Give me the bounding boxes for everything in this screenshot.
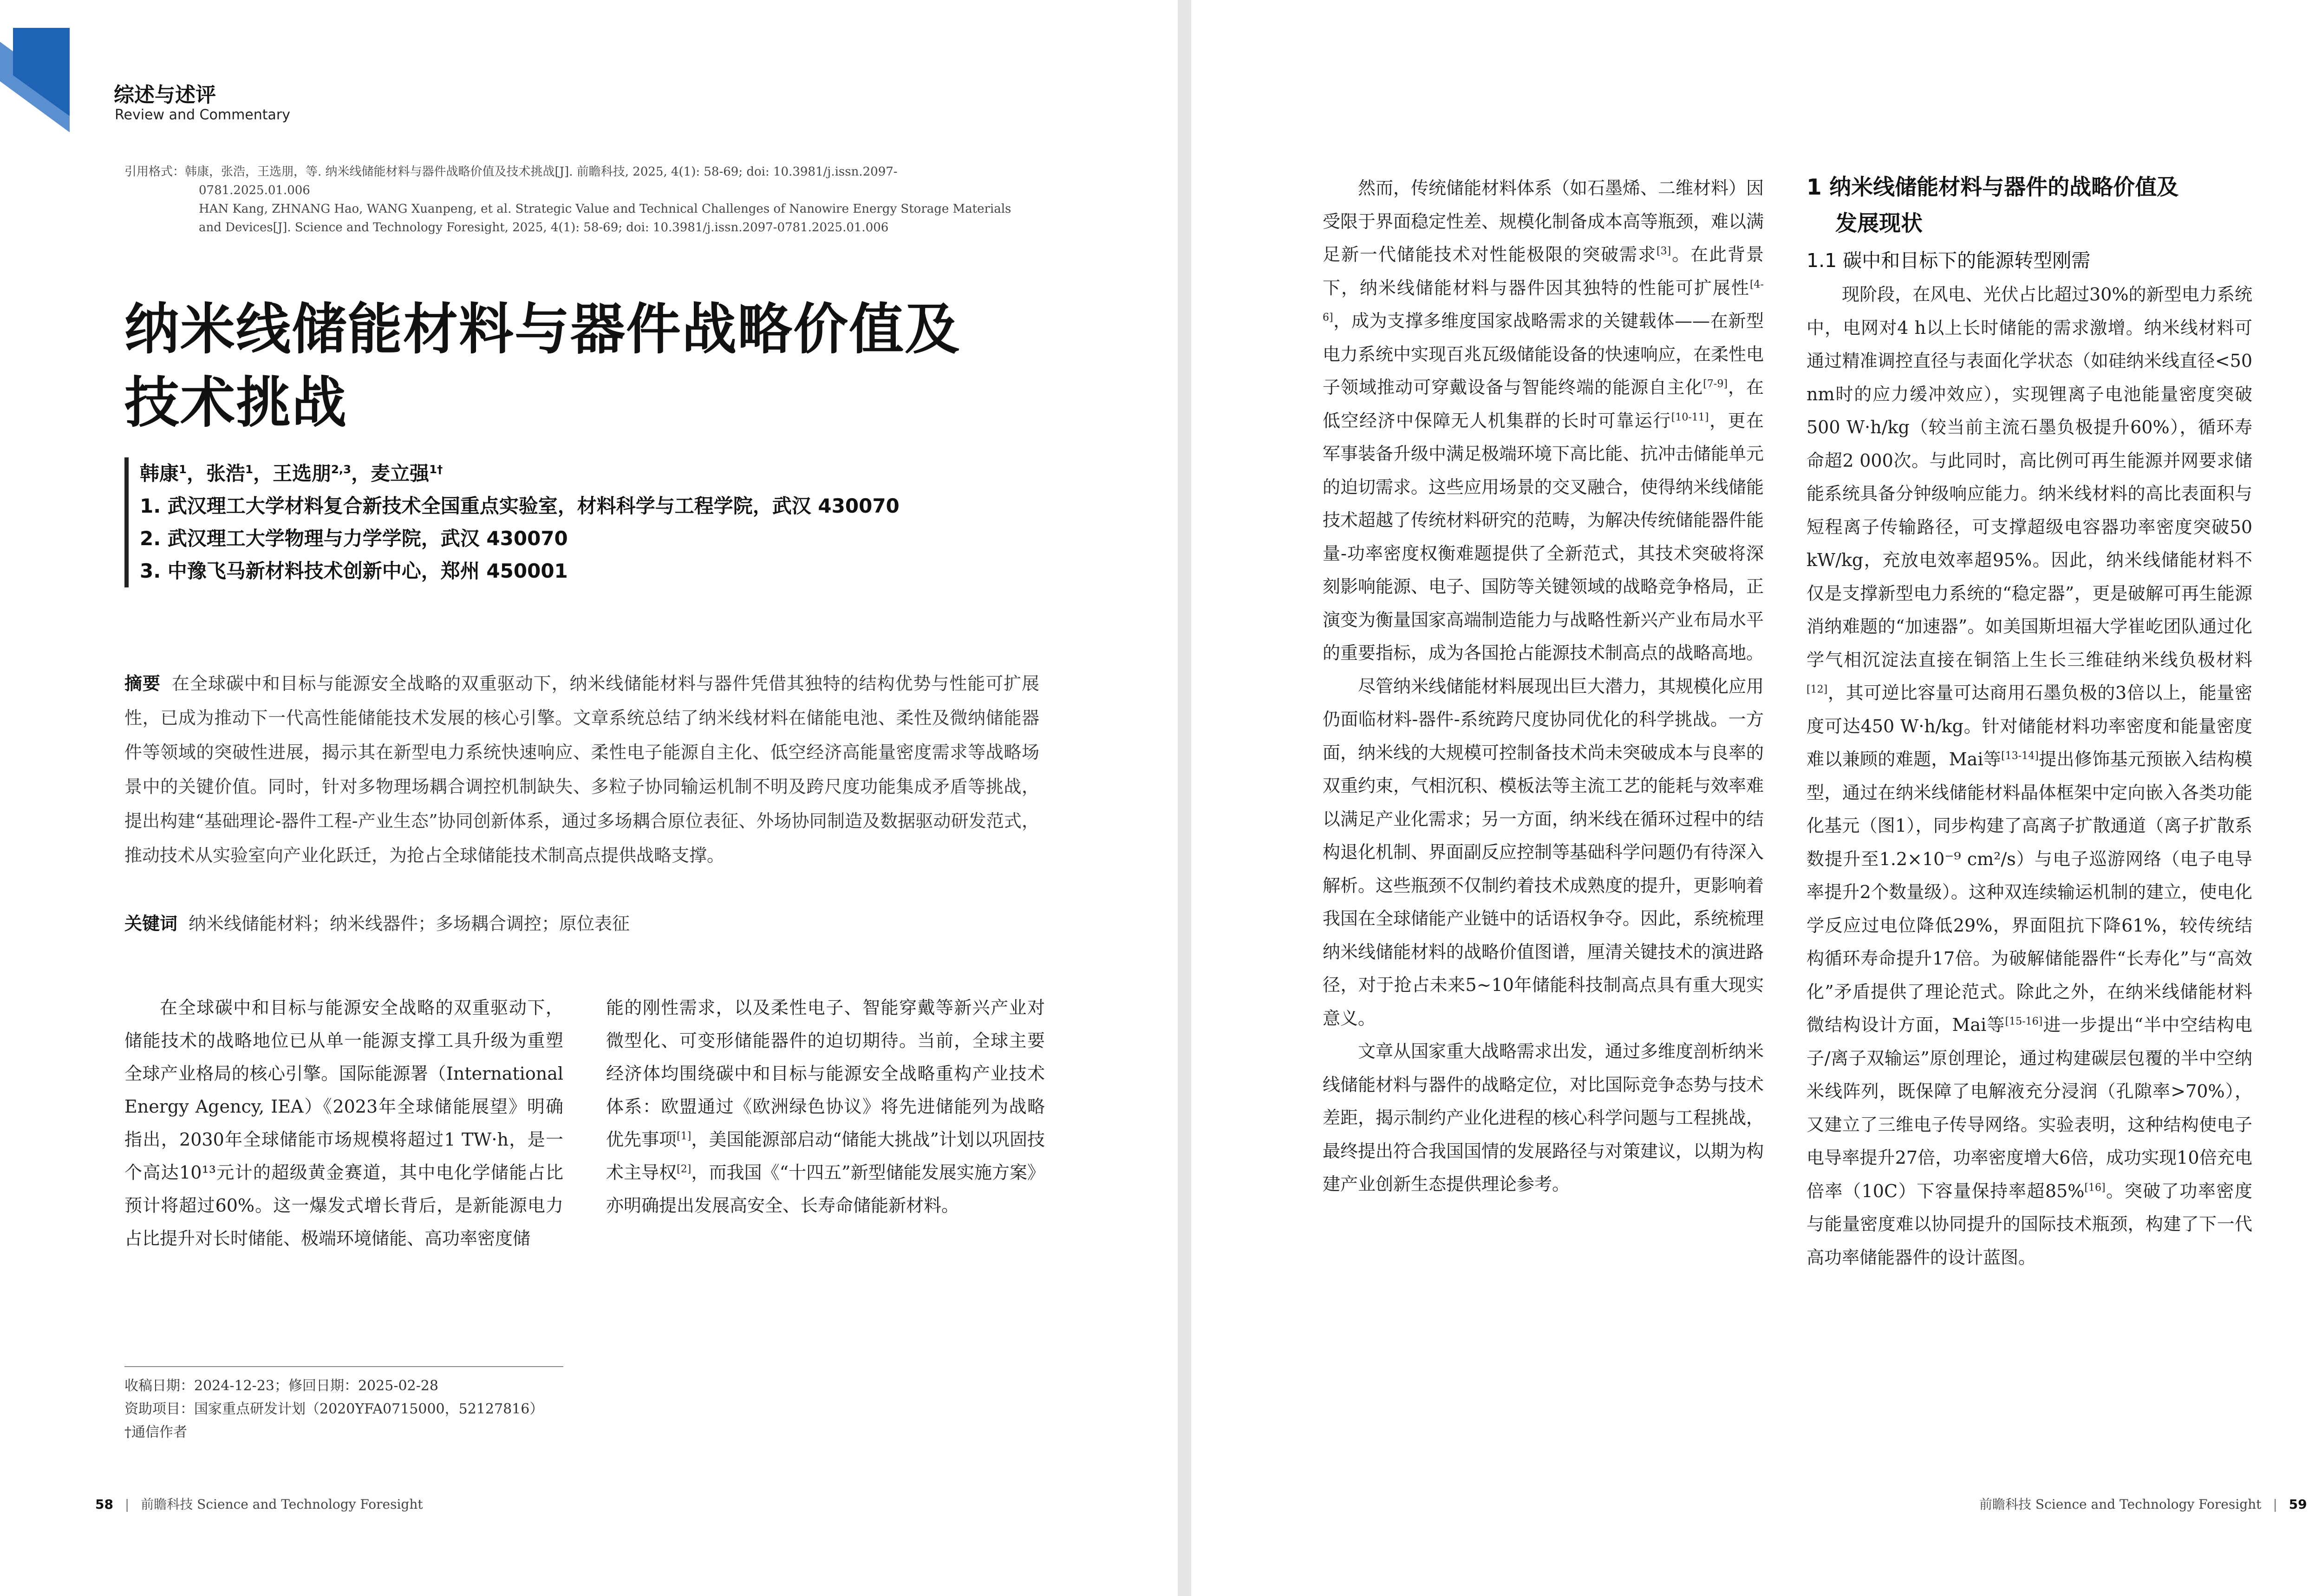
citation-ref: [2]: [677, 1163, 691, 1175]
body-paragraph: [606, 991, 1045, 1222]
body-text: 。突破了功率密度与能量密度难以协同提升的国际技术瓶颈，构建了下一代高功率储能器件的设计蓝图。: [1807, 1180, 2252, 1268]
abstract-text: 在全球碳中和目标与能源安全战略的双重驱动下，纳米线储能材料与器件凭借其独特的结构优势与性能可扩展性，已成为推动下一代高性能储能技术发展的核心引擎。文章系统总结了纳米线材料在储能电池、柔性及微纳储能器件等领域的突破性进展，揭示其在新型电力系统快速响应、柔性电子能源自主化、低空经济高能量密度需求等战略场景中的关键价值。同时，针对多物理场耦合调控机制缺失、多粒子协同输运机制不明及跨尺度功能集成矛盾等挑战，提出构建“基础理论-器件工程-产业生态”协同创新体系，通过多场耦合原位表征、外场协同制造及数据驱动研发范式，推动技术从实验室向产业化跃迁，为抢占全球储能技术制高点提供战略支撑。: [124, 673, 1039, 866]
body-column-2: [606, 991, 1045, 1222]
heading-line: 发展现状: [1835, 211, 1923, 236]
body-text: 现阶段，在风电、光伏占比超过30%的新型电力系统中，电网对4 h以上长时储能的需求激增。纳米线材料可通过精准调控直径与表面化学状态（如硅纳米线直径<50 nm时的应力缓冲效应），实现锂离子电池能量密度突破500 W·h/kg（较当前主流石墨负极提升60%），循环寿命超2 000次。与此同时，高比例可再生能源并网要求储能系统具备分钟级响应能力。纳米线材料的高比表面积与短程离子传输路径，可支撑超级电容器功率密度突破50 kW/kg，充放电效率超95%。因此，纳米线储能材料不仅是支撑新型电力系统的“稳定器”，更是破解可再生能源消纳难题的“加速器”。如美国斯坦福大学崔屹团队通过化学气相沉淀法直接在铜箔上生长三维硅纳米线负极材料: [1807, 284, 2252, 670]
heading-line: 1 纳米线储能材料与器件的战略价值及: [1807, 175, 2179, 200]
footnote-funding: 资助项目：国家重点研发计划（2020YFA0715000，52127816）: [124, 1401, 544, 1417]
body-text: ，成为支撑多维度国家战略需求的关键载体——在新型电力系统中实现百兆瓦级储能设备的快速响应，在柔性电子领域推动可穿戴设备与智能终端的能源自主化: [1323, 311, 1764, 397]
author-name: 麦立强: [371, 462, 430, 485]
journal-name: 前瞻科技 Science and Technology Foresight: [141, 1497, 423, 1512]
author-affil-mark: 1†: [429, 463, 443, 476]
citation-ref: [7-9]: [1703, 378, 1728, 390]
citation-ref: [15-16]: [2005, 1016, 2043, 1028]
citation-en-cont: and Devices[J]. Science and Technology Foresight, 2025, 4(1): 58-69; doi: 10.3981/j.issn.2097-0781.2025.01.006: [199, 221, 889, 235]
footer-separator: |: [124, 1497, 130, 1512]
body-paragraph: [1807, 278, 2252, 1274]
citation-ref: [3]: [1657, 245, 1671, 257]
body-text: 。在此背景下，纳米线储能材料与器件因其独特的性能可扩展性: [1323, 244, 1764, 298]
section-label-cn: 综述与述评: [114, 83, 216, 107]
keywords: [124, 906, 1039, 941]
body-text: ，更在军事装备升级中满足极端环境下高比能、抗冲击储能单元的迫切需求。这些应用场景的交叉融合，使得纳米线储能技术超越了传统材料研究的范畴，为解决传统储能器件能量-功率密度权衡难题提供了全新范式，其技术突破将深刻影响能源、电子、国防等关键领域的战略竞争格局，正演变为衡量国家高端制造能力与战略性新兴产业布局水平的重要指标，成为各国抢占能源技术制高点的战略高地。: [1323, 410, 1764, 663]
author-sep: ，: [351, 462, 371, 485]
journal-name: 前瞻科技 Science and Technology Foresight: [1979, 1497, 2262, 1512]
right-page: [1191, 0, 2322, 1596]
affiliation-2: 2. 武汉理工大学物理与力学学院，武汉 430070: [140, 527, 568, 550]
body-text: ，在低空经济中保障无人机集群的长时可靠运行: [1323, 377, 1764, 431]
page-footer: [1979, 1494, 2307, 1513]
affiliation-1: 1. 武汉理工大学材料复合新技术全国重点实验室，材料科学与工程学院，武汉 430070: [140, 495, 900, 517]
title-line-1: 纳米线储能材料与器件战略价值及: [124, 297, 961, 361]
footnotes: [124, 1375, 543, 1444]
citation-ref: [16]: [2084, 1181, 2106, 1193]
author-list: [140, 457, 900, 490]
section-label-en: Review and Commentary: [115, 107, 291, 123]
body-text: ，美国能源部启动“储能大挑战”计划以巩固技术主导权: [606, 1129, 1045, 1183]
citation-ref: [1]: [677, 1130, 691, 1142]
section-heading-1: [1807, 169, 2252, 242]
body-column-4: [1807, 169, 2252, 1274]
body-column-3: [1323, 172, 1764, 1201]
citation-ref: [13-14]: [2001, 750, 2039, 762]
author-name: 韩康: [140, 462, 179, 485]
citation-block: [124, 163, 1053, 237]
page-number: 58: [95, 1497, 113, 1512]
abstract: [124, 666, 1039, 873]
body-text: ，而我国《“十四五”新型储能发展实施方案》亦明确提出发展高安全、长寿命储能新材料。: [606, 1162, 1045, 1216]
citation-ref: [12]: [1807, 684, 1828, 696]
body-text: 进一步提出“半中空结构电子/离子双输运”原创理论，通过构建碳层包覆的半中空纳米线阵列，既保障了电解液充分浸润（孔隙率>70%），又建立了三维电子传导网络。实验表明，这种结构使电子电导率提升27倍，功率密度增大6倍，成功实现10倍充电倍率（10C）下容量保持率超85%: [1807, 1015, 2252, 1201]
article-title: [124, 293, 960, 439]
body-text: ，其可逆比容量可达商用石墨负极的3倍以上，能量密度可达450 W·h/kg。针对储能材料功率密度和能量密度难以兼顾的难题，Mai等: [1807, 683, 2252, 769]
keywords-text: 纳米线储能材料；纳米线器件；多场耦合调控；原位表征: [189, 913, 630, 934]
citation-en: HAN Kang, ZHNANG Hao, WANG Xuanpeng, et al. Strategic Value and Technical Challenges of Nanowire Energy Storage Materials: [199, 202, 1011, 216]
author-affil-mark: 1: [245, 463, 253, 476]
affiliation-3: 3. 中豫飞马新材料技术创新中心，郑州 450001: [140, 560, 568, 582]
body-text: 提出修饰基元预嵌入结构模型，通过在纳米线储能材料晶体框架中定向嵌入各类功能化基元（图1），同步构建了高离子扩散通道（离子扩散系数提升至1.2×10⁻⁹ cm²/s）与电子巡游网络（电子电导率提升2个数量级）。这种双连续输运机制的建立，使电化学反应过电位降低29%，界面阻抗下降61%，较传统结构循环寿命提升17倍。为破解储能器件“长寿化”与“高效化”矛盾提供了理论范式。除此之外，在纳米线储能材料微结构设计方面，Mai等: [1807, 749, 2252, 1035]
body-paragraph: 尽管纳米线储能材料展现出巨大潜力，其规模化应用仍面临材料-器件-系统跨尺度协同优化的科学挑战。一方面，纳米线的大规模可控制备技术尚未突破成本与良率的双重约束，气相沉积、模板法等主流工艺的能耗与效率难以满足产业化需求；另一方面，纳米线在循环过程中的结构退化机制、界面副反应控制等基础科学问题仍有待深入解析。这些瓶颈不仅制约着技术成熟度的提升，更影响着我国在全球储能产业链中的话语权争夺。因此，系统梳理纳米线储能材料的战略价值图谱，厘清关键技术的演进路径，对于抢占未来5~10年储能科技制高点具有重大现实意义。: [1323, 676, 1764, 1029]
citation-ref: [4-6]: [1323, 278, 1764, 324]
body-paragraph: [1323, 172, 1764, 670]
author-name: 王选朋: [272, 462, 331, 485]
title-line-2: 技术挑战: [124, 371, 348, 435]
footnote-corresponding: †通信作者: [124, 1424, 187, 1440]
section-corner-logo: [0, 0, 107, 135]
author-name: 张浩: [206, 462, 245, 485]
footer-separator: |: [2273, 1497, 2277, 1512]
body-paragraph: [1807, 278, 2252, 1274]
citation-cn: 引用格式：韩康，张浩，王选朋，等. 纳米线储能材料与器件战略价值及技术挑战[J]. 前瞻科技, 2025, 4(1): 58-69; doi: 10.3981/j.issn.2097-: [124, 165, 898, 179]
authors-block: [124, 457, 900, 587]
author-sep: ，: [253, 462, 273, 485]
body-paragraph: 在全球碳中和目标与能源安全战略的双重驱动下，储能技术的战略地位已从单一能源支撑工具升级为重塑全球产业格局的核心引擎。国际能源署（International Energy Agency, IEA）《2023年全球储能展望》明确指出，2030年全球储能市场规模将超过1 TW·h，是一个高达10¹³元计的超级黄金赛道，其中电化学储能占比预计将超过60%。这一爆发式增长背后，是新能源电力占比提升对长时储能、极端环境储能、高功率密度储: [124, 997, 563, 1249]
keywords-label: 关键词: [124, 913, 178, 934]
body-paragraph: 文章从国家重大战略需求出发，通过多维度剖析纳米线储能材料与器件的战略定位，对比国际竞争态势与技术差距，揭示制约产业化进程的核心科学问题与工程挑战，最终提出符合我国国情的发展路径与对策建议，以期为构建产业创新生态提供理论参考。: [1323, 1041, 1764, 1194]
page-footer: [95, 1494, 423, 1513]
author-sep: ，: [186, 462, 206, 485]
abstract-label: 摘要: [124, 673, 161, 694]
footnote-divider: [124, 1366, 563, 1367]
author-affil-mark: 2,3: [331, 463, 352, 476]
footnote-received: 收稿日期：2024-12-23；修回日期：2025-02-28: [124, 1378, 438, 1394]
section-heading-1-1: 1.1 碳中和目标下的能源转型刚需: [1807, 249, 2091, 272]
author-affil-mark: 1: [179, 463, 187, 476]
citation-cn-cont: 0781.2025.01.006: [199, 183, 310, 197]
body-text: 能的刚性需求，以及柔性电子、智能穿戴等新兴产业对微型化、可变形储能器件的迫切期待。当前，全球主要经济体均围绕碳中和目标与能源安全战略重构产业技术体系：欧盟通过《欧洲绿色协议》将先进储能列为战略优先事项: [606, 997, 1045, 1150]
page-number: 59: [2289, 1497, 2307, 1512]
body-text: 然而，传统储能材料体系（如石墨烯、二维材料）因受限于界面稳定性差、规模化制备成本高等瓶颈，难以满足新一代储能技术对性能极限的突破需求: [1323, 178, 1764, 265]
body-column-1: [124, 991, 563, 1255]
citation-ref: [10-11]: [1671, 411, 1709, 423]
